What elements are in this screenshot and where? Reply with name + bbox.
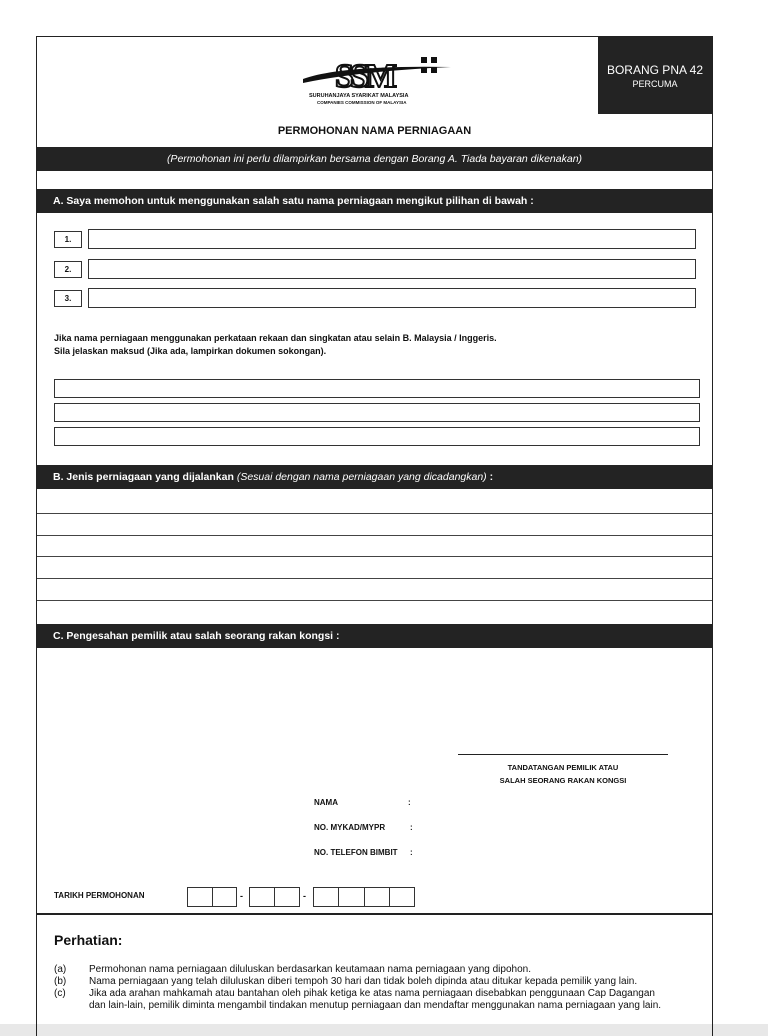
section-c-title: C. Pengesahan pemilik atau salah seorang rakan kongsi : bbox=[53, 630, 340, 642]
section-b-title-note: (Sesuai dengan nama perniagaan yang dicadangkan) bbox=[236, 471, 487, 483]
svg-text:SSM: SSM bbox=[335, 58, 393, 95]
note-item bbox=[54, 976, 661, 988]
signature-label-2: SALAH SEORANG RAKAN KONGSI bbox=[499, 776, 627, 785]
choice-name-field-1[interactable] bbox=[88, 229, 696, 249]
note-item bbox=[54, 988, 661, 1000]
choice-number-3: 3. bbox=[54, 290, 82, 307]
org-name-ms: SURUHANJAYA SYARIKAT MALAYSIA bbox=[309, 93, 409, 99]
business-type-line-2[interactable] bbox=[37, 535, 712, 536]
explanation-field-1[interactable] bbox=[54, 379, 700, 398]
ssm-logo-mark bbox=[301, 49, 481, 97]
note-item bbox=[54, 964, 661, 976]
choice-number-1: 1. bbox=[54, 231, 82, 248]
section-b-title-colon: : bbox=[486, 471, 494, 483]
note-item bbox=[54, 1000, 661, 1012]
subtitle: (Permohonan ini perlu dilampirkan bersama dengan Borang A. Tiada bayaran dikenakan) bbox=[166, 153, 583, 165]
note-text: Nama perniagaan yang telah diluluskan diberi tempoh 30 hari dan tidak boleh dipinda atau ditukar kepada pemilik yang lain. bbox=[89, 976, 638, 987]
note-key: (c) bbox=[54, 988, 66, 999]
choice-number-2: 2. bbox=[54, 261, 82, 278]
note-text: dan lain-lain, pemilik diminta mengambil tindakan menutup perniagaan dan mendaftar menggunakan nama perniagaan yang lain. bbox=[89, 1000, 662, 1011]
date-month-field[interactable] bbox=[249, 887, 300, 907]
notes-heading: Perhatian: bbox=[54, 932, 123, 948]
explanation-field-3[interactable] bbox=[54, 427, 700, 446]
form-code: BORANG PNA 42 bbox=[606, 63, 704, 77]
date-year-field[interactable] bbox=[313, 887, 415, 907]
signature-line[interactable] bbox=[458, 754, 668, 755]
page-title: PERMOHONAN NAMA PERNIAGAAN bbox=[277, 125, 472, 137]
notes-list bbox=[54, 964, 661, 1012]
ssm-logo bbox=[301, 49, 481, 119]
explanation-instruction-2: Sila jelaskan maksud (Jika ada, lampirkan dokumen sokongan). bbox=[54, 346, 327, 356]
choice-name-field-2[interactable] bbox=[88, 259, 696, 279]
phone-label: NO. TELEFON BIMBIT bbox=[314, 848, 398, 857]
section-b-title: B. Jenis perniagaan yang dijalankan bbox=[53, 471, 234, 483]
business-type-line-1[interactable] bbox=[37, 513, 712, 514]
form-fee: PERCUMA bbox=[632, 79, 678, 89]
section-c-header bbox=[37, 624, 712, 648]
note-key: (b) bbox=[54, 976, 67, 987]
name-label: NAMA bbox=[314, 798, 338, 807]
form-frame bbox=[36, 36, 713, 1036]
choice-name-field-3[interactable] bbox=[88, 288, 696, 308]
note-key: (a) bbox=[54, 964, 67, 975]
notes-divider bbox=[37, 913, 712, 915]
date-separator-1: - bbox=[240, 891, 243, 901]
date-day-field[interactable] bbox=[187, 887, 237, 907]
name-colon: : bbox=[408, 798, 411, 807]
phone-colon: : bbox=[410, 848, 413, 857]
note-text: Permohonan nama perniagaan diluluskan berdasarkan keutamaan nama perniagaan yang dipohon. bbox=[89, 964, 531, 975]
business-type-line-3[interactable] bbox=[37, 556, 712, 557]
explanation-instruction-1: Jika nama perniagaan menggunakan perkataan rekaan dan singkatan atau selain B. Malaysia / Inggeris. bbox=[54, 333, 497, 343]
form-code-block bbox=[598, 37, 712, 114]
note-text: Jika ada arahan mahkamah atau bantahan oleh pihak ketiga ke atas nama perniagaan disebabkan penggunaan Cap Dagangan bbox=[89, 988, 655, 999]
mykad-label: NO. MYKAD/MYPR bbox=[314, 823, 386, 832]
section-a-title: A. Saya memohon untuk menggunakan salah satu nama perniagaan mengikut pilihan di bawah : bbox=[53, 195, 534, 207]
signature-label-1: TANDATANGAN PEMILIK ATAU bbox=[507, 763, 619, 772]
business-type-line-5[interactable] bbox=[37, 600, 712, 601]
explanation-field-2[interactable] bbox=[54, 403, 700, 422]
note-key bbox=[54, 1000, 89, 1012]
business-type-line-4[interactable] bbox=[37, 578, 712, 579]
application-date-label: TARIKH PERMOHONAN bbox=[54, 891, 145, 900]
section-a-header bbox=[37, 189, 712, 213]
subtitle-bar bbox=[37, 147, 712, 171]
section-b-header bbox=[37, 465, 712, 489]
mykad-colon: : bbox=[410, 823, 413, 832]
date-separator-2: - bbox=[303, 891, 306, 901]
org-name-en: COMPANIES COMMISSION OF MALAYSIA bbox=[317, 100, 407, 105]
